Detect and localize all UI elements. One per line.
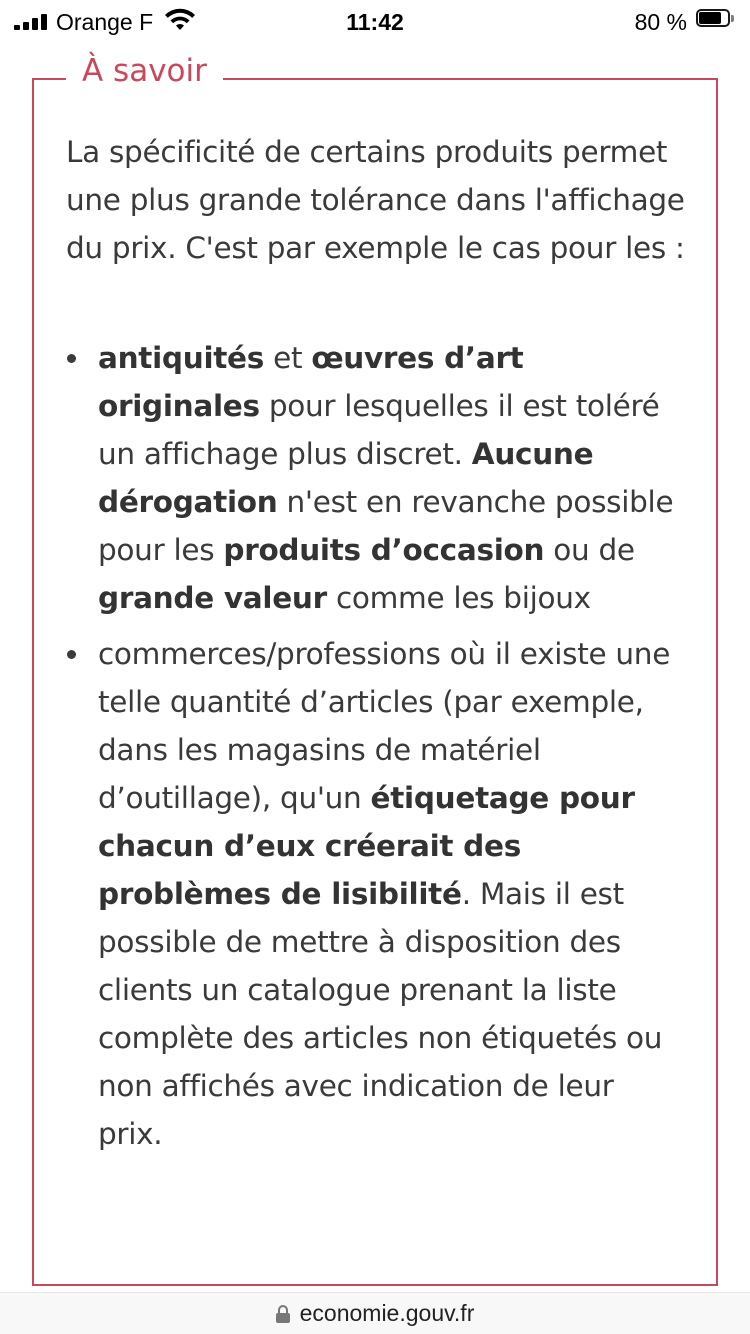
status-bar [0, 0, 750, 44]
url-display[interactable] [0, 1299, 750, 1327]
list-item: commerces/professions où il existe une telle quantité d’articles (par exemple, dans les magasins de matériel d’outillage), qu'un étiquetage pour chacun d’eux créerait des problèmes de lisibilité. Mais il est possible de mettre à disposition des clients un catalogue prenant la liste complète des articles non étiquetés ou non affichés avec indication de leur prix. [98, 630, 686, 1158]
clock: 11:42 [346, 9, 404, 35]
browser-address-bar[interactable] [0, 1292, 750, 1334]
url-text[interactable]: economie.gouv.fr [299, 1300, 475, 1326]
info-box-content [66, 128, 686, 1166]
battery-icon [696, 9, 736, 29]
battery-percentage: 80 % [634, 9, 687, 35]
carrier-name: Orange F [56, 9, 154, 35]
list-item: antiquités et œuvres d’art originales pour lesquelles il est toléré un affichage plus discret. Aucune dérogation n'est en revanche possible pour les produits d’occasion ou de grande valeur comme les bijoux [98, 334, 686, 622]
lock-icon [276, 1305, 290, 1323]
info-box-title: À savoir [66, 50, 223, 92]
intro-paragraph: La spécificité de certains produits permet une plus grande tolérance dans l'affichage du prix. C'est par exemple le cas pour les : [66, 135, 685, 265]
exceptions-list [66, 334, 686, 1158]
